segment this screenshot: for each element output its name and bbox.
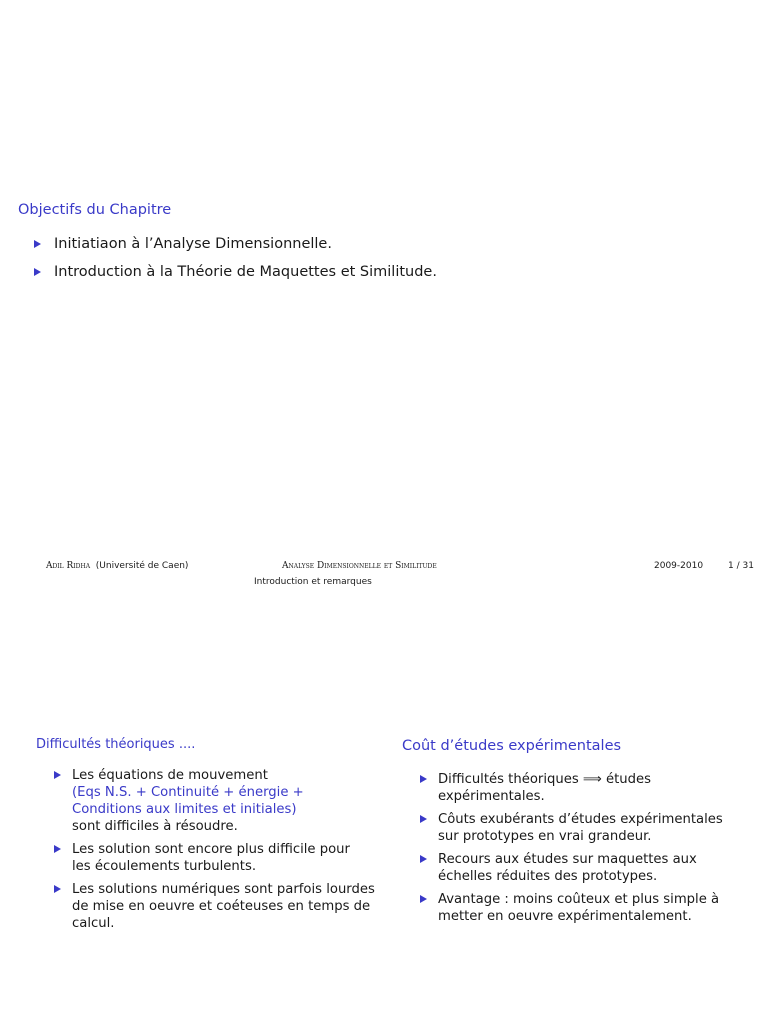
list-item: Avantage : moins coûteux et plus simple à metter en oeuvre expérimentalement. (420, 891, 740, 925)
list-item: Les équations de mouvement (Eqs N.S. + Continuité + énergie + Conditions aux limites et initiales) sont difficiles à résoudre. (54, 767, 374, 835)
list-item: Difficultés théoriques ⟹ études expérimentales. (420, 771, 740, 805)
slide2-right-list (420, 771, 740, 931)
footer-section: Introduction et remarques (254, 577, 372, 587)
slide2-left-title: Difficultés théoriques .... (36, 737, 196, 752)
footer-institution: (Université de Caen) (95, 561, 189, 571)
footer-author: Adil Ridha (46, 561, 91, 571)
slide1-bullet-list (34, 235, 437, 291)
list-item: Initiatiaon à l’Analyse Dimensionnelle. (34, 235, 437, 263)
footer-author-block (46, 561, 188, 571)
list-item: Côuts exubérants d’études expérimentales sur prototypes en vrai grandeur. (420, 811, 740, 845)
bullet-triangle-icon (420, 895, 427, 903)
bullet-triangle-icon (54, 845, 61, 853)
slide1-title: Objectifs du Chapitre (18, 202, 172, 218)
bullet-triangle-icon (54, 771, 61, 779)
slide2-right-title: Coût d’études expérimentales (402, 738, 622, 754)
list-item: Les solutions numériques sont parfois lourdes de mise en oeuvre et coéteuses en temps de calcul. (54, 881, 374, 932)
bullet-triangle-icon (420, 815, 427, 823)
list-item: Recours aux études sur maquettes aux échelles réduites des prototypes. (420, 851, 740, 885)
bullet-triangle-icon (34, 240, 41, 248)
list-item: Introduction à la Théorie de Maquettes et Similitude. (34, 263, 437, 291)
footer-course-title: Analyse Dimensionnelle et Similitude (282, 561, 437, 571)
list-item: Les solution sont encore plus difficile pour les écoulements turbulents. (54, 841, 374, 875)
footer-year: 2009-2010 (654, 561, 704, 571)
bullet-triangle-icon (54, 885, 61, 893)
bullet-triangle-icon (420, 775, 427, 783)
bullet-triangle-icon (420, 855, 427, 863)
slide2-left-list (54, 767, 374, 938)
footer-page-number: 1 / 31 (728, 561, 754, 571)
bullet-triangle-icon (34, 268, 41, 276)
